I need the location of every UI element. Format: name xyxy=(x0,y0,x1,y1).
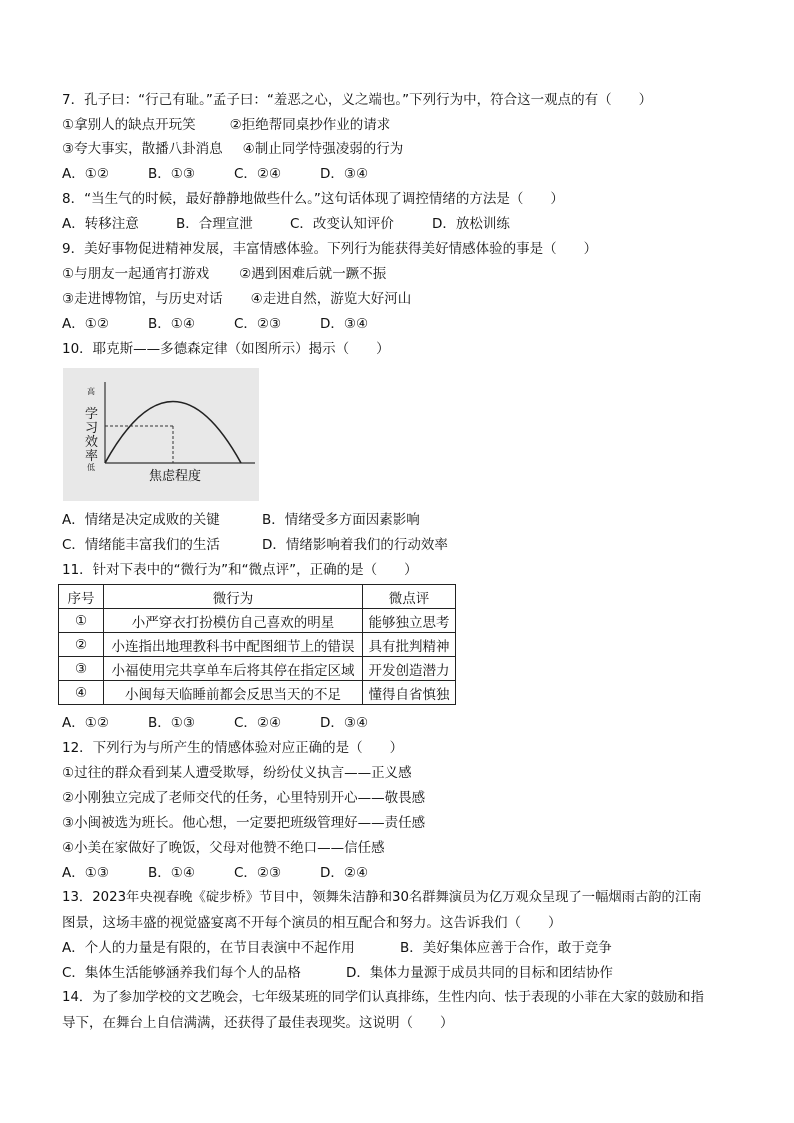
q9-option-a[interactable]: A．①② xyxy=(62,316,109,332)
table-header-cell: 微行为 xyxy=(104,585,363,609)
q13-option-b[interactable]: B．美好集体应善于合作，敢于竞争 xyxy=(400,940,612,956)
q9-statement-4: ④走进自然，游览大好河山 xyxy=(250,291,412,307)
q7-statements-row1 xyxy=(62,115,390,135)
q9-statement-3: ③走进博物馆，与历史对话 xyxy=(62,291,223,307)
q8-options xyxy=(62,214,510,234)
table-cell: 开发创造潜力 xyxy=(363,657,456,681)
table-cell: ① xyxy=(59,609,104,633)
y-label-char-2: 习 xyxy=(85,421,99,436)
table-header-cell: 微点评 xyxy=(363,585,456,609)
q12-option-a[interactable]: A．①③ xyxy=(62,865,109,881)
q8-option-b[interactable]: B．合理宣泄 xyxy=(176,216,253,232)
table-header-cell: 序号 xyxy=(59,585,104,609)
q7-statement-3: ③夸大事实，散播八卦消息 xyxy=(62,141,223,157)
table-row xyxy=(59,681,456,705)
q7-statement-2: ②拒绝帮同桌抄作业的请求 xyxy=(229,117,391,133)
q14-stem-line1: 14．为了参加学校的文艺晚会，七年级某班的同学们认真排练，生性内向、怯于表现的小菲在大家的鼓励和指 xyxy=(62,990,704,1005)
q7-stem: 7．孔子曰：“行己有耻。”孟子曰：“羞恶之心，义之端也。”下列行为中，符合这一观点的有（ ） xyxy=(62,92,653,108)
q9-statements-row2 xyxy=(62,289,411,309)
q13-stem-line2: 图景，这场丰盛的视觉盛宴离不开每个演员的相互配合和努力。这告诉我们（ ） xyxy=(62,915,562,931)
q9-statements-row1 xyxy=(62,264,386,284)
q11-option-b[interactable]: B．①③ xyxy=(148,715,195,731)
q9-option-b[interactable]: B．①④ xyxy=(148,316,195,332)
q12-statement-3: ③小闽被选为班长。他心想，一定要把班级管理好——责任感 xyxy=(62,815,426,831)
q11-option-a[interactable]: A．①② xyxy=(62,715,109,731)
q10-options-row1 xyxy=(62,510,420,530)
q10-option-c[interactable]: C．情绪能丰富我们的生活 xyxy=(62,537,220,553)
q7-options xyxy=(62,164,368,184)
q11-options xyxy=(62,713,368,733)
y-label-char-1: 学 xyxy=(85,407,99,422)
q8-stem: 8．“当生气的时候，最好静静地做些什么。”这句话体现了调控情绪的方法是（ ） xyxy=(62,191,564,207)
q9-stem: 9．美好事物促进精神发展，丰富情感体验。下列行为能获得美好情感体验的事是（ ） xyxy=(62,241,598,257)
table-row xyxy=(59,609,456,633)
q13-option-d[interactable]: D．集体力量源于成员共同的目标和团结协作 xyxy=(346,965,613,981)
q10-option-a[interactable]: A．情绪是决定成败的关键 xyxy=(62,512,220,528)
q8-option-d[interactable]: D．放松训练 xyxy=(432,216,510,232)
q9-option-d[interactable]: D．③④ xyxy=(320,316,369,332)
table-cell: 懂得自省慎独 xyxy=(363,681,456,705)
table-cell: ③ xyxy=(59,657,104,681)
table-cell: 小连指出地理教科书中配图细节上的错误 xyxy=(104,633,363,657)
q13-option-a[interactable]: A．个人的力量是有限的，在节目表演中不起作用 xyxy=(62,940,355,956)
y-label-char-3: 效 xyxy=(85,435,99,450)
q9-statement-2: ②遇到困难后就一蹶不振 xyxy=(239,266,387,282)
q9-option-c[interactable]: C．②③ xyxy=(234,316,282,332)
q12-option-d[interactable]: D．②④ xyxy=(320,865,369,881)
q14-stem-line2: 导下，在舞台上自信满满，还获得了最佳表现奖。这说明（ ） xyxy=(62,1015,454,1031)
q7-statements-row2 xyxy=(62,139,403,159)
yerkes-dodson-figure xyxy=(63,368,259,501)
yerkes-dodson-curve xyxy=(63,368,259,501)
table-header-row xyxy=(59,585,456,609)
table-cell: 具有批判精神 xyxy=(363,633,456,657)
q13-options-row1 xyxy=(62,938,612,958)
q12-statement-4: ④小美在家做好了晚饭，父母对他赞不绝口——信任感 xyxy=(62,840,385,856)
y-label-char-4: 率 xyxy=(85,449,99,464)
table-cell: ④ xyxy=(59,681,104,705)
table-row xyxy=(59,633,456,657)
q7-statement-4: ④制止同学恃强凌弱的行为 xyxy=(242,141,404,157)
y-low-label: 低 xyxy=(87,463,95,472)
table-cell: 小严穿衣打扮模仿自己喜欢的明星 xyxy=(104,609,363,633)
q11-option-d[interactable]: D．③④ xyxy=(320,715,369,731)
x-axis-label: 焦虑程度 xyxy=(149,469,202,484)
table-row xyxy=(59,657,456,681)
q7-option-b[interactable]: B．①③ xyxy=(148,166,195,182)
y-high-label: 高 xyxy=(87,387,95,396)
q9-options xyxy=(62,314,368,334)
table-cell: 小福使用完共享单车后将其停在指定区域 xyxy=(104,657,363,681)
q12-options xyxy=(62,863,368,883)
q10-options-row2 xyxy=(62,535,448,555)
q13-option-c[interactable]: C．集体生活能够涵养我们每个人的品格 xyxy=(62,965,301,981)
q10-stem: 10．耶克斯——多德森定律（如图所示）揭示（ ） xyxy=(62,341,390,357)
q10-option-d[interactable]: D．情绪影响着我们的行动效率 xyxy=(262,537,448,553)
q12-statement-1: ①过往的群众看到某人遭受欺辱，纷纷仗义执言——正义感 xyxy=(62,765,412,781)
q7-option-a[interactable]: A．①② xyxy=(62,166,109,182)
q7-option-d[interactable]: D．③④ xyxy=(320,166,369,182)
q9-statement-1: ①与朋友一起通宵打游戏 xyxy=(62,266,210,282)
q12-option-c[interactable]: C．②③ xyxy=(234,865,282,881)
q13-options-row2 xyxy=(62,963,613,983)
q8-option-a[interactable]: A．转移注意 xyxy=(62,216,139,232)
q12-option-b[interactable]: B．①④ xyxy=(148,865,195,881)
q11-stem: 11．针对下表中的“微行为”和“微点评”，正确的是（ ） xyxy=(62,562,418,578)
q8-option-c[interactable]: C．改变认知评价 xyxy=(290,216,394,232)
q7-option-c[interactable]: C．②④ xyxy=(234,166,282,182)
q12-statement-2: ②小刚独立完成了老师交代的任务，心里特别开心——敬畏感 xyxy=(62,790,426,806)
table-cell: ② xyxy=(59,633,104,657)
q11-option-c[interactable]: C．②④ xyxy=(234,715,282,731)
q12-stem: 12．下列行为与所产生的情感体验对应正确的是（ ） xyxy=(62,740,404,756)
table-cell: 小闽每天临睡前都会反思当天的不足 xyxy=(104,681,363,705)
q7-statement-1: ①拿别人的缺点开玩笑 xyxy=(62,117,196,133)
table-cell: 能够独立思考 xyxy=(363,609,456,633)
q10-option-b[interactable]: B．情绪受多方面因素影响 xyxy=(262,512,420,528)
q13-stem-line1: 13．2023年央视春晚《碇步桥》节目中，领舞朱洁静和30名群舞演员为亿万观众呈现了一幅烟雨古韵的江南 xyxy=(62,890,702,905)
micro-behavior-table xyxy=(58,584,456,705)
